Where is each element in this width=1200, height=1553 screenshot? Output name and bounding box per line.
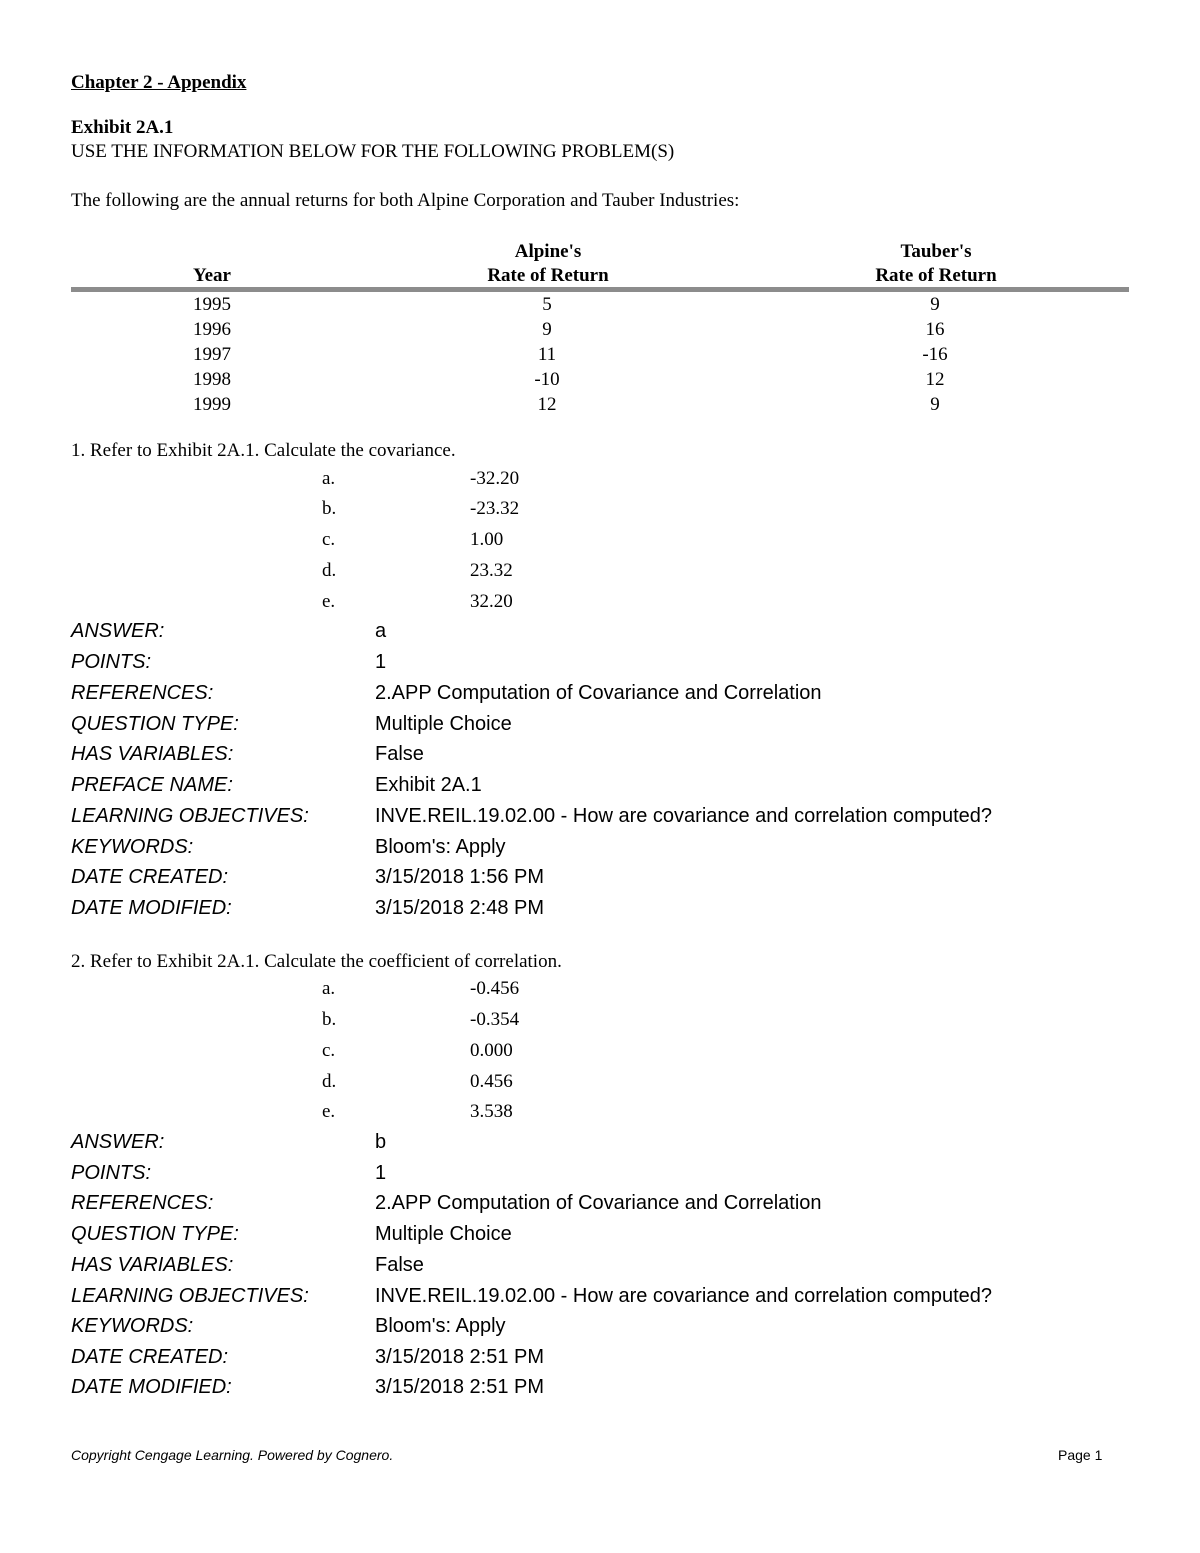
meta-label: DATE CREATED: [71,866,229,888]
option-letter: a. [322,468,336,489]
meta-label: ANSWER: [71,620,165,642]
exhibit-label: Exhibit 2A.1 [71,117,174,138]
question-text: 2. Refer to Exhibit 2A.1. Calculate the coefficient of correlation. [71,951,562,972]
cell-alpine: -10 [534,369,560,390]
chapter-title: Chapter 2 - Appendix [71,72,247,93]
meta-label: DATE MODIFIED: [71,1376,232,1398]
cell-year: 1999 [193,394,231,415]
option-value: 3.538 [470,1101,513,1122]
meta-label: HAS VARIABLES: [71,1254,234,1276]
option-value: -0.354 [470,1009,520,1030]
cell-alpine: 9 [542,319,552,340]
option-letter: a. [322,978,336,999]
cell-alpine: 11 [537,344,557,365]
meta-value: 2.APP Computation of Covariance and Correlation [375,1192,822,1214]
meta-value: False [375,1254,424,1276]
meta-label: LEARNING OBJECTIVES: [71,1285,309,1307]
meta-value: a [375,620,387,642]
header-alpine [398,240,698,288]
exhibit-intro: The following are the annual returns for both Alpine Corporation and Tauber Industries: [71,190,740,211]
cell-year: 1995 [193,294,231,315]
option-value: 32.20 [470,591,513,612]
meta-label: POINTS: [71,1162,152,1184]
meta-value: Bloom's: Apply [375,1315,506,1337]
meta-label: DATE MODIFIED: [71,897,232,919]
question-text: 1. Refer to Exhibit 2A.1. Calculate the covariance. [71,440,456,461]
option-value: -23.32 [470,498,520,519]
cell-year: 1996 [193,319,231,340]
option-value: 0.000 [470,1040,513,1061]
table-rule [71,287,1129,292]
meta-label: PREFACE NAME: [71,774,233,796]
option-value: -32.20 [470,468,520,489]
option-value: -0.456 [470,978,520,999]
option-value: 1.00 [470,529,504,550]
option-letter: c. [322,1040,336,1061]
header-year: Year [193,265,231,286]
cell-alpine: 12 [537,394,557,415]
meta-label: QUESTION TYPE: [71,713,239,735]
meta-label: ANSWER: [71,1131,165,1153]
header-tauber-line2: Rate of Return [875,265,997,286]
meta-value: b [375,1131,387,1153]
meta-value: False [375,743,424,765]
meta-label: POINTS: [71,651,152,673]
footer-page-number: Page 1 [1058,1447,1103,1463]
meta-value: 3/15/2018 1:56 PM [375,866,545,888]
meta-label: HAS VARIABLES: [71,743,234,765]
meta-label: REFERENCES: [71,682,214,704]
header-alpine-line1: Alpine's [514,241,582,262]
meta-label: REFERENCES: [71,1192,214,1214]
option-letter: d. [322,1071,337,1092]
option-letter: d. [322,560,337,581]
header-tauber [786,240,1086,288]
meta-value: 3/15/2018 2:51 PM [375,1346,545,1368]
footer-copyright: Copyright Cengage Learning. Powered by Cognero. [71,1447,394,1463]
option-letter: b. [322,498,337,519]
meta-label: QUESTION TYPE: [71,1223,239,1245]
meta-label: LEARNING OBJECTIVES: [71,805,309,827]
meta-value: INVE.REIL.19.02.00 - How are covariance and correlation computed? [375,805,993,827]
option-letter: b. [322,1009,337,1030]
option-value: 0.456 [470,1071,513,1092]
meta-value: Bloom's: Apply [375,836,506,858]
cell-tauber: -16 [922,344,948,365]
meta-value: 1 [375,651,387,673]
meta-value: Exhibit 2A.1 [375,774,482,796]
exhibit-instruction: USE THE INFORMATION BELOW FOR THE FOLLOWING PROBLEM(S) [71,141,675,162]
cell-year: 1997 [193,344,231,365]
cell-tauber: 12 [925,369,945,390]
option-letter: e. [322,1101,336,1122]
meta-value: 2.APP Computation of Covariance and Correlation [375,682,822,704]
meta-value: Multiple Choice [375,713,512,735]
header-tauber-line1: Tauber's [900,241,972,262]
header-alpine-line2: Rate of Return [487,265,609,286]
meta-value: 1 [375,1162,387,1184]
meta-value: INVE.REIL.19.02.00 - How are covariance and correlation computed? [375,1285,993,1307]
cell-tauber: 9 [930,394,940,415]
cell-tauber: 16 [925,319,945,340]
cell-tauber: 9 [930,294,940,315]
option-letter: c. [322,529,336,550]
meta-label: KEYWORDS: [71,1315,194,1337]
meta-value: 3/15/2018 2:48 PM [375,897,545,919]
cell-alpine: 5 [542,294,552,315]
meta-label: DATE CREATED: [71,1346,229,1368]
meta-value: 3/15/2018 2:51 PM [375,1376,545,1398]
cell-year: 1998 [193,369,231,390]
meta-value: Multiple Choice [375,1223,512,1245]
option-letter: e. [322,591,336,612]
option-value: 23.32 [470,560,513,581]
meta-label: KEYWORDS: [71,836,194,858]
